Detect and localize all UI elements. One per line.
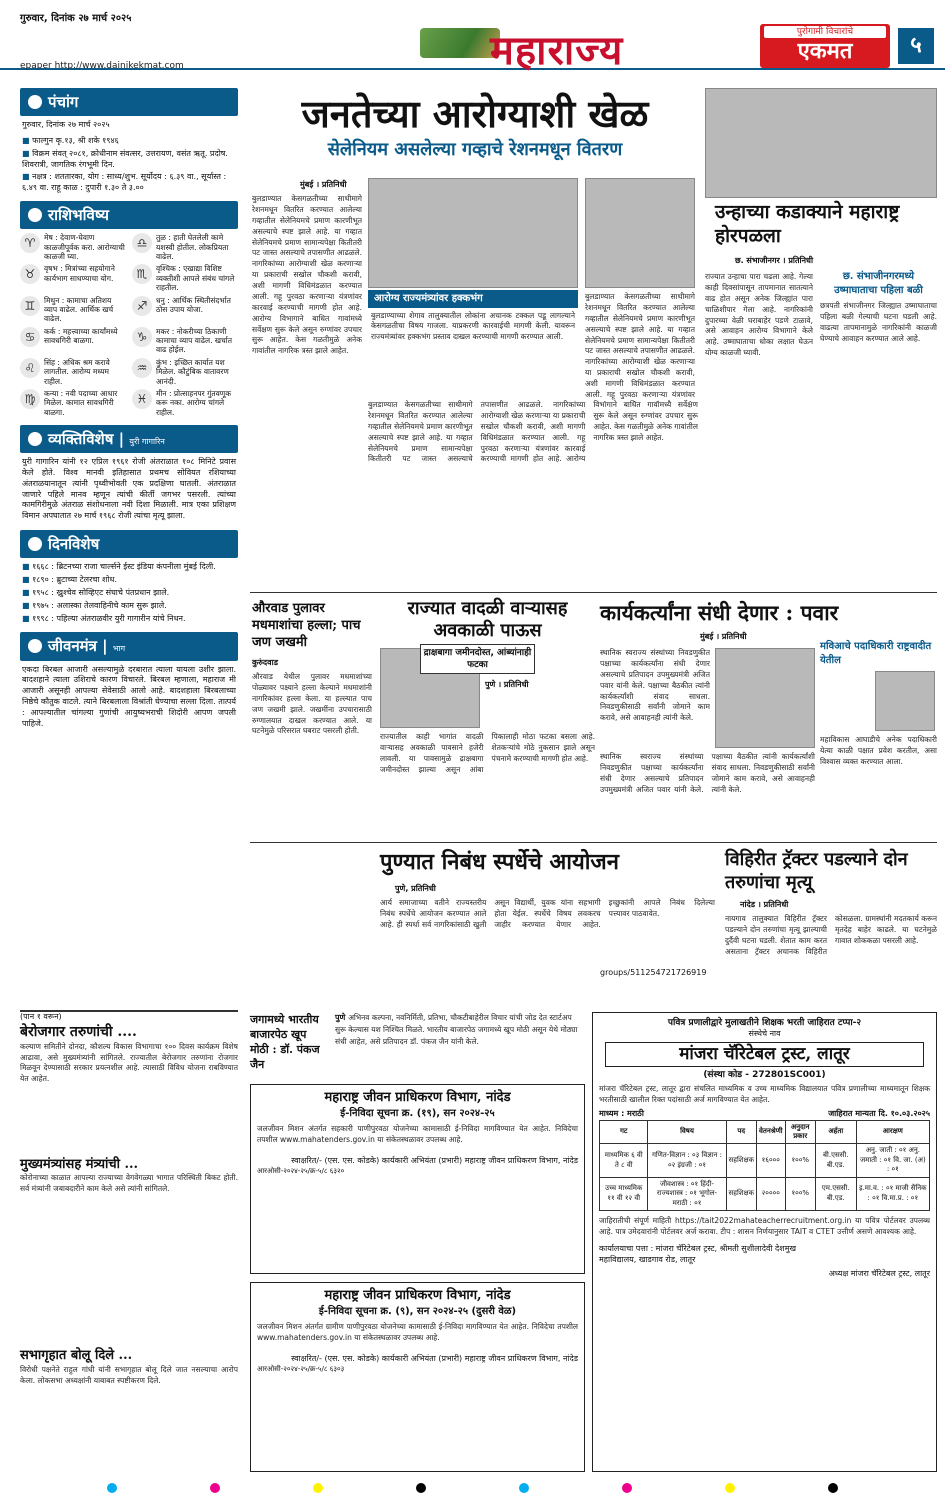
zodiac-icon: ♐ [132, 296, 152, 316]
bullet-icon [28, 95, 42, 109]
tender1-code: आरओसी-२०२४-२५/क्र-५/८ ६३२० [257, 1166, 345, 1175]
rain-caption: द्राक्षबागा जमीनदोस्त, आंब्यांनाही फटका [420, 644, 535, 674]
rashi-item [20, 233, 126, 261]
tender1-subtitle: ई-निविदा सूचना क्र. (१९), सन २०२४-२५ [340, 1107, 495, 1119]
pawar-side-text: महाविकास आघाडीचे अनेक पदाधिकारी येत्या काळी पक्षात प्रवेश करतील, असा विश्वास व्यक्त करण्यात आला. [820, 735, 937, 766]
trust-recruitment-ad [592, 1012, 937, 1472]
table-cell: १००% [785, 1144, 815, 1177]
page-number: ५ [898, 28, 934, 64]
rashi-text: मेष : देवाण-घेवाण काळजीपूर्वक करा. आरोग्याची काळजी घ्या. [44, 233, 125, 262]
essay-byline: पुणे, प्रतिनिधी [395, 884, 436, 893]
heat-headline: उन्हाच्या कडाक्याने महाराष्ट्र होरपळला [715, 201, 900, 247]
trust-medium: माध्यम : मराठी [599, 1108, 644, 1118]
tender-ad-1 [250, 1084, 585, 1274]
rashi-header: राशिभविष्य [20, 201, 238, 229]
lead-headline: जनतेच्या आरोग्याशी खेळ [301, 91, 649, 136]
panchang-line: ■ नक्षत्र : शततारका, योग : साध्य/शुभ. सूर्योदय : ६.३९ वा., सूर्यास्त : ६.४९ वा. राहू काळ : दुपारी १.३० ते ३.०० [20, 171, 238, 195]
brand-tagline: पुरोगामी विचारांचे [764, 26, 886, 38]
photo-caption-text: बुलडाण्याच्या शेगाव तालुक्यातील लोकांना अचानक टक्कल पडू लागल्याने केसगळतीचा विषय गाजला. याप्रकरणी कारवाईची मागणी केली. यावरून राज्यमंत्र्यांवर हक्कभंग प्रस्ताव दाखल करण्याची मागणी करण्यात आली. [371, 310, 575, 342]
photo-caption: आरोग्य राज्यमंत्र्यांवर हक्कभंग [368, 290, 578, 308]
table-header: विषय [648, 1120, 726, 1144]
heat-photo [705, 88, 937, 198]
sabha-headline: सभागृहात बोलू दिले ... [20, 1348, 133, 1364]
rashi-item [20, 389, 126, 417]
print-registration-strip [0, 1478, 945, 1498]
dinvishesh-item: ■ १८९० : ब्रुटाच्या टेलरचा शोध. [20, 574, 238, 587]
pawar-side [820, 640, 937, 855]
tractor-byline: नांदेड । प्रतिनिधी [740, 900, 789, 909]
head-photo [585, 178, 695, 288]
table-header: अर्हता [815, 1120, 856, 1144]
trust-org: मांजरा चॅरिटेबल ट्रस्ट, लातूर [605, 1042, 924, 1067]
zodiac-icon: ♏ [132, 264, 152, 284]
tender2-body: जलजीवन मिशन अंतर्गत ग्रामीण पाणीपुरवठा योजनेच्या कामासाठी ई-निविदा मागविण्यात येत आहेत. निविदेचा तपशील www.mahatenders.gov.in या संकेतस्थळावर उपलब्ध आहे. [257, 1322, 578, 1342]
tender2-sign: स्वाक्षरित/- (एस. एस. कोडके) कार्यकारी अभियंता (प्रभारी) महाराष्ट्र जीवन प्राधिकरण विभाग, नांदेड [291, 1353, 578, 1363]
jagmanya-story [335, 1012, 585, 1048]
rashi-item [20, 358, 126, 386]
left-sidebar [20, 88, 238, 733]
jagmanya-headline: जगामध्ये भारतीय बाजारपेठ खूप मोठी : डॉ. पंकज जैन [250, 1013, 320, 1071]
rashi-item [20, 264, 126, 292]
section-title: महाराज्य [490, 27, 624, 74]
rashi-text: वृषभ : मित्रांच्या सहयोगाने कार्यभाग साधण्याचा योग. [44, 264, 115, 283]
heat-side [820, 270, 937, 581]
continued-stories [20, 1010, 238, 1455]
zodiac-icon: ♍ [20, 389, 40, 409]
table-cell: १६००० [756, 1144, 785, 1177]
bullet-icon [28, 432, 42, 446]
divider [250, 592, 937, 593]
pawar-photo [715, 648, 815, 748]
rashi-item [132, 389, 238, 417]
lead-byline: मुंबई । प्रतिनिधी [300, 180, 347, 189]
pawar-byline: मुंबई । प्रतिनिधी [700, 632, 747, 641]
trust-org-label: संस्थेचे नाव [748, 1029, 781, 1039]
bullet-icon [28, 639, 42, 653]
trust-address: कार्यालयाचा पत्ता : मांजरा चॅरिटेबल ट्रस्ट, श्रीमती सुशीलादेवी देशमुख महाविद्यालय, खाडगाव रोड, लातूर [599, 1243, 797, 1264]
zodiac-icon: ♓ [132, 389, 152, 409]
magenta-dot-icon [622, 1483, 632, 1493]
rashi-text: वृश्चिक : एखाद्या विशिष्ट व्यक्तीशी आपले संबंध चांगले राहतील. [156, 264, 235, 293]
zodiac-icon: ♌ [20, 358, 40, 378]
trust-footer: जाहिरातीची संपूर्ण माहिती https://tait2022mahateacherrecruitment.org.in या पवित्र पोर्टलवर उपलब्ध आहे. पात्र उमेदवारांनी पोर्टलवर अर्ज करावा. टीप : शासन निर्णयानुसार TAIT व CTET उत्तीर्ण असणे आवश्यक आहे. [599, 1216, 930, 1236]
rashi-item [132, 264, 238, 292]
dinvishesh-item: ■ १९७५ : अलास्का तेलवाहिनीचे काम सुरू झाले. [20, 600, 238, 613]
dinvishesh-item: ■ १९९८ : पहिल्या अंतराळवीर युरी गागारीन यांचे निधन. [20, 613, 238, 626]
table-header: अनुदान प्रकार [785, 1120, 815, 1144]
zodiac-icon: ♊ [20, 296, 40, 316]
divider [250, 842, 937, 843]
tractor-body: नायगाव तालुक्यात विहिरीत ट्रॅक्टर पडल्याने दोन तरुणांचा मृत्यू झाल्याची दुर्दैवी घटना घडली. शेतात काम करत असताना ट्रॅक्टर अचानक विहिरीत कोसळला. ग्रामस्थांनी मदतकार्य करून मृतदेह बाहेर काढले. या घटनेमुळे गावात शोककळा पसरली आहे. [725, 914, 937, 956]
black-dot-icon [828, 1483, 838, 1493]
table-row [600, 1177, 930, 1210]
rashi-item [132, 358, 238, 386]
rashi-text: कुंभ : इच्छित कार्यात यश मिळेल. कौटुंबिक वातावरण आनंदी. [156, 357, 229, 386]
table-header: पद [726, 1120, 756, 1144]
jeevan-header: जीवनमंत्र | भाग [20, 632, 238, 660]
table-header: गट [600, 1120, 648, 1144]
jagmanya-body: अभिनव कल्पना, नवनिर्मिती, प्रतिभा, चौकटीबाहेरील विचार यांची जोड देत स्टार्टअप सुरू केल्यास यश निश्चित मिळते. भारतीय बाजारपेठ जगामध्ये खूप मोठी असून येथे मोठ्या संधी आहेत, असे प्रतिपादन डॉ. पंकज जैन यांनी केले. [335, 1013, 578, 1047]
maharashtra-map-icon [420, 28, 500, 58]
bees-byline: कुरुंदवाड [252, 658, 278, 667]
ministers-body: कोरोनाच्या काळात आपल्या राज्याच्या वेगवेगळ्या भागात परिस्थिती बिकट होती. सर्व मंत्र्यांनी जबाबदारीने काम केले असे त्यांनी सांगितले. [20, 1173, 238, 1194]
brand-name: एकमत [797, 39, 853, 65]
heat-body: राज्यात उन्हाचा पारा चढला आहे. गेल्या काही दिवसांपासून तापमानात सातत्याने वाढ होत असून अनेक जिल्ह्यांत पारा चाळिशीपार गेला आहे. नागरिकांनी दुपारच्या वेळी घराबाहेर पडणे टाळावे, असे आवाहन आरोग्य विभागाने केले आहे. उष्माघाताचा धोका लक्षात घेऊन योग्य काळजी घ्यावी. [705, 272, 813, 358]
rashi-text: कर्क : महत्त्वाच्या कार्यांमध्ये सावधगिरी बाळगा. [44, 326, 118, 346]
leader-photo [875, 671, 935, 731]
panchang-line: ■ विक्रम संवत् २०८१, क्रोधीनाम संवत्सर, उत्तरायण, वसंत ऋतू. प्रदोष. शिवरात्री, जागतिक रंगभूमी दिन. [20, 148, 238, 172]
table-cell: सहशिक्षक [726, 1144, 756, 1177]
unemployed-body: कल्याण समितीने दोनदा, कौशल्य विकास विभागाचा १०० दिवस कार्यक्रम विशेष आढावा, असे मुख्यमंत्र्यांनी सांगितले. राज्यातील बेरोजगार तरुणांना रोजगार मिळवून देण्यासाठी सरकार प्रयत्नशील आहे. त्यासाठी विविध योजना राबविण्यात येत आहेत. [20, 1041, 238, 1084]
lead-body-col3: बुलडाण्यात केसगळतीच्या साथीमागे रेशनमधून वितरित करण्यात आलेल्या गव्हातील सेलेनियमचे प्रमाण कारणीभूत असल्याचे स्पष्ट झाले आहे. या गव्हात सेलेनियमचे प्रमाण सामान्यपेक्षा कितीतरी पट जास्त असल्याचे तपासणीत आढळले. नागरिकांच्या आरोग्याशी खेळ करणाऱ्या या प्रकाराची सखोल चौकशी करावी, अशी मागणी विधिमंडळात करण्यात आली. गहू पुरवठा करणाऱ्या यंत्रणांवर [585, 292, 695, 399]
jagmanya-byline: पुणे [335, 1013, 346, 1022]
lead-story [250, 92, 700, 162]
pawar-side-title: मविआचे पदाधिकारी राष्ट्रवादीत येतील [820, 641, 932, 666]
bees-headline: औरवाड पुलावर मधमाशांचा हल्ला; पाच जण जखमी [252, 601, 361, 650]
pawar-body-1: स्थानिक स्वराज्य संस्थांच्या निवडणुकीत पक्षाच्या कार्यकर्त्यांना संधी देणार असल्याचे प्रतिपादन उपमुख्यमंत्री अजित पवार यांनी केले. पक्षाच्या बैठकीत त्यांनी कार्यकर्त्यांशी संवाद साधला. निवडणुकीसाठी सर्वांनी जोमाने काम करावे, असे आवाहनही त्यांनी केले. [600, 648, 710, 723]
rain-headline: राज्यात वादळी वाऱ्यासह अवकाळी पाऊस [407, 598, 568, 641]
tender1-body: जलजीवन मिशन अंतर्गत सहकारी पाणीपुरवठा योजनेच्या कामासाठी ई-निविदा मागविण्यात येत आहेत. निविदेचा तपशील www.mahatenders.gov.in या संकेतस्थळावर उपलब्ध आहे. [257, 1124, 578, 1144]
panchang-header: पंचांग [20, 88, 238, 116]
tender2-subtitle: ई-निविदा सूचना क्र. (९), सन २०२४-२५ (दुसरी वेळ) [318, 1305, 517, 1317]
table-cell: गणित-विज्ञान : ०३ विज्ञान : ०२ इंग्रजी : ०१ [648, 1144, 726, 1177]
cyan-dot-icon [519, 1483, 529, 1493]
lead-subhead: सेलेनियम असलेल्या गव्हाचे रेशनमधून वितरण [327, 139, 623, 160]
heat-side-title: छ. संभाजीनगरमध्ये उष्माघाताचा पहिला बळी [834, 271, 923, 296]
rashi-text: मिथुन : कामाचा अतिशय व्याप वाढेल. आर्थिक खर्च वाढेल. [44, 295, 114, 324]
table-cell: माध्यमिक ६ वी ते ८ वी [600, 1144, 648, 1177]
table-row [600, 1144, 930, 1177]
tender2-title: महाराष्ट्र जीवन प्राधिकरण विभाग, नांदेड [324, 1288, 511, 1303]
table-cell: बी.एससी. बी.एड. [815, 1144, 856, 1177]
rashi-text: मीन : प्रोत्साहनपर गुंतवणूक करू नका. आरोग्य चांगले राहील. [156, 388, 231, 417]
rashi-item [132, 233, 238, 261]
zodiac-icon: ♑ [132, 327, 152, 347]
rashi-text: तुळ : हाती घेतलेली कामे यशस्वी होतील. लोकप्रियता वाढेल. [156, 233, 229, 262]
yellow-dot-icon [313, 1483, 323, 1493]
table-cell: अनु. जाती : ०१ अनु. जमाती : ०१ वि. जा. (अ) : ०१ [856, 1144, 929, 1177]
table-header: आरक्षण [856, 1120, 929, 1144]
table-cell: जीवशास्त्र : ०१ हिंदी-राज्यशास्त्र : ०१ भूगोल-मराठी : ०१ [648, 1177, 726, 1210]
heat-side-text: छत्रपती संभाजीनगर जिल्ह्यात उष्माघाताचा पहिला बळी गेल्याची घटना घडली आहे. वाढत्या तापमानामुळे नागरिकांनी काळजी घेण्याचे आवाहन करण्यात आले आहे. [820, 301, 937, 343]
lead-body-col1: बुलडाण्यात केसगळतीच्या साथीमागे रेशनमधून वितरित करण्यात आलेल्या गव्हातील सेलेनियमचे प्रमाण कारणीभूत असल्याचे स्पष्ट झाले आहे. या गव्हात सेलेनियमचे प्रमाण सामान्यपेक्षा कितीतरी पट जास्त असल्याचे तपासणीत आढळले. नागरिकांच्या आरोग्याशी खेळ करणाऱ्या या प्रकाराची सखोल चौकशी करावी, अशी मागणी विधिमंडळात करण्यात आली. गहू पुरवठा करणाऱ्या यंत्रणांवर कारवाई करण्याची मागणी होत आहे. आरोग्य विभागाने बाधित गावांमध्ये सर्वेक्षण सुरू केले असून रुग्णांवर उपचार सुरू आहेत. केस गळतीमुळे अनेक गावांतील नागरिक त्रस्त झाले आहेत. [252, 194, 362, 356]
vyakti-text: युरी गागारिन यांनी १२ एप्रिल १९६१ रोजी अंतराळात १०८ मिनिटे प्रवास केले होते. विश्व मानवी इतिहासात प्रथमच सोवियत रशियाच्या अंतराळयानातून त्यांनी पृथ्वीभोवती एक प्रदक्षिणा घातली. अंतराळात जाणारे पहिले मानव म्हणून त्यांची कीर्ती जगभर पसरली. त्यांच्या कामगिरीमुळे अंतराळ संशोधनाला नवी दिशा मिळाली. मात्र एका प्रशिक्षण विमान अपघातात २७ मार्च १९६८ रोजी त्यांचा मृत्यू झाला. [22, 457, 236, 521]
tender1-sign: स्वाक्षरित/- (एस. एस. कोडके) कार्यकारी अभियंता (प्रभारी) महाराष्ट्र जीवन प्राधिकरण विभाग, नांदेड [291, 1155, 578, 1165]
rashi-text: धनु : आर्थिक स्थितीसंदर्भात ठोस उपाय योजा. [156, 295, 231, 314]
lead-body-rest: बुलडाण्यात केसगळतीच्या साथीमागे रेशनमधून वितरित करण्यात आलेल्या गव्हातील सेलेनियमचे प्रमाण कारणीभूत असल्याचे स्पष्ट झाले आहे. या गव्हात सेलेनियमचे प्रमाण सामान्यपेक्षा कितीतरी पट जास्त असल्याचे तपासणीत आढळले. नागरिकांच्या आरोग्याशी खेळ करणाऱ्या या प्रकाराची सखोल चौकशी करावी, अशी मागणी विधिमंडळात करण्यात आली. गहू पुरवठा करणाऱ्या यंत्रणांवर कारवाई करण्याची मागणी होत आहे. आरोग्य विभागाने बाधित गावांमध्ये सर्वेक्षण सुरू केले असून रुग्णांवर उपचार सुरू आहेत. केस गळतीमुळे अनेक गावांतील नागरिक त्रस्त झाले आहेत. [368, 400, 698, 464]
trust-body: मांजरा चॅरिटेबल ट्रस्ट, लातूर द्वारा संचलित माध्यमिक व उच्च माध्यमिक विद्यालयात पवित्र प्रणालीच्या माध्यमातून शिक्षक भरतीसाठी खालील रिक्त पदांसाठी अर्ज मागविण्यात येत आहेत. [599, 1084, 930, 1104]
zodiac-icon: ♒ [132, 358, 152, 378]
rashi-item [20, 296, 126, 324]
panchang-date: गुरुवार, दिनांक २७ मार्च २०२५ [22, 120, 110, 130]
minister-photo [368, 178, 578, 288]
sabha-body: विरोधी पक्षनेते राहुल गांधी यांनी सभागृहात बोलू दिले जात नसल्याचा आरोप केला. लोकसभा अध्यक्षांनी याबाबत स्पष्टीकरण दिले. [20, 1364, 238, 1385]
dinvishesh-item: ■ १६६८ : ब्रिटनच्या राजा चार्ल्सने ईस्ट इंडिया कंपनीला मुंबई दिली. [20, 561, 238, 574]
tender1-title: महाराष्ट्र जीवन प्राधिकरण विभाग, नांदेड [324, 1090, 511, 1105]
zodiac-icon: ♈ [20, 233, 40, 253]
table-cell: सहशिक्षक [726, 1177, 756, 1210]
unemployed-headline: बेरोजगार तरुणांची .... [20, 1023, 137, 1040]
masthead [0, 0, 945, 74]
tender2-code: आरओसी-२०२४-२५/क्र-५/८ ६३०३ [257, 1364, 345, 1373]
tender-ad-2 [250, 1282, 585, 1472]
black-dot-icon [416, 1483, 426, 1493]
table-cell: उच्च माध्यमिक ११ वी १२ वी [600, 1177, 648, 1210]
panchang-line: ■ फाल्गुन कृ.१३, श्री शके १९४६ [20, 135, 238, 148]
yellow-dot-icon [725, 1483, 735, 1493]
trust-top: पवित्र प्रणालीद्वारे मुलाखतीने शिक्षक भरती जाहिरात टप्पा-२ [667, 1018, 862, 1028]
trust-table [599, 1120, 930, 1212]
rashi-text: सिंह : अधिक श्रम करावे लागतील. आरोग्य मध्यम राहील. [44, 357, 110, 386]
bees-body: औरवाड येथील पुलावर मधमाशांच्या पोळ्यावर पक्ष्याने हल्ला केल्याने मधमाशांनी नागरिकांवर हल्ला केला. या हल्ल्यात पाच जण जखमी झाले. जखमींना उपचारासाठी रुग्णालयात दाखल करण्यात आले. या घटनेमुळे परिसरात घबराट पसरली होती. [252, 672, 372, 736]
rashi-item [20, 327, 126, 355]
magenta-dot-icon [210, 1483, 220, 1493]
table-cell: इ.मा.व. : ०१ माजी सैनिक : ०१ वि.मा.प्र. : ०१ [856, 1177, 929, 1210]
trust-sign: अध्यक्ष मांजरा चॅरिटेबल ट्रस्ट, लातूर [828, 1269, 930, 1279]
tractor-headline: विहिरीत ट्रॅक्टर पडल्याने दोन तरुणांचा मृत्यू [725, 849, 908, 893]
heat-byline: छ. संभाजीनगर । प्रतिनिधी [735, 256, 814, 265]
trust-date: जाहिरात मान्यता दि. १०.०३.२०२५ [828, 1108, 930, 1118]
table-cell: २०००० [756, 1177, 785, 1210]
bullet-icon [28, 208, 42, 222]
continued-label: (पान १ वरून) [20, 1012, 62, 1021]
rashi-text: कन्या : नवी पदाच्या आधार मिळेल. कामात सावधगिरी बाळगा. [44, 388, 118, 417]
rain-byline: पुणे । प्रतिनिधी [485, 680, 529, 689]
rashi-grid [20, 229, 238, 421]
essay-link[interactable]: groups/511254721726919 [600, 968, 707, 977]
pawar-body-2: स्थानिक स्वराज्य संस्थांच्या निवडणुकीत पक्षाच्या कार्यकर्त्यांना संधी देणार असल्याचे प्रतिपादन उपमुख्यमंत्री अजित पवार यांनी केले. पक्षाच्या बैठकीत त्यांनी कार्यकर्त्यांशी संवाद साधला. निवडणुकीसाठी सर्वांनी जोमाने काम करावे, असे आवाहनही त्यांनी केले. [600, 752, 815, 794]
photo-caption-box [368, 290, 578, 346]
vyakti-header: व्यक्तिविशेष | युरी गागारिन [20, 425, 238, 453]
cyan-dot-icon [107, 1483, 117, 1493]
zodiac-icon: ♎ [132, 233, 152, 253]
bullet-icon [28, 537, 42, 551]
dinvishesh-header: दिनविशेष [20, 530, 238, 558]
table-cell: १००% [785, 1177, 815, 1210]
table-header: वेतनश्रेणी [756, 1120, 785, 1144]
essay-body: आर्य समाजाच्या वतीने राज्यस्तरीय निबंध स्पर्धेचे आयोजन करण्यात आले आहे. ही स्पर्धा सर्व नागरिकांसाठी खुली असून विद्यार्थी, युवक यांना सहभागी होता येईल. स्पर्धेचे विषय लवकरच जाहीर करण्यात येणार आहेत. इच्छुकांनी आपले निबंध दिलेल्या पत्त्यावर पाठवावेत. [380, 898, 715, 929]
date-line: गुरुवार, दिनांक २७ मार्च २०२५ [20, 13, 132, 24]
rashi-item [132, 296, 238, 324]
dinvishesh-item: ■ १९५८ : ख्रुश्चेव सोव्हिएट संघाचे पंतप्रधान झाले. [20, 587, 238, 600]
trust-code: (संस्था कोड - 272801SC001) [703, 1069, 826, 1080]
rashi-item [132, 327, 238, 355]
brand-logo [760, 24, 890, 68]
epaper-link[interactable]: epaper http://www.dainikekmat.com [20, 61, 184, 71]
rain-body: राज्यातील काही भागांत वादळी वाऱ्यासह अवकाळी पावसाने हजेरी लावली. या पावसामुळे द्राक्षबागा जमीनदोस्त झाल्या असून आंबा पिकालाही मोठा फटका बसला आहे. शेतकऱ्यांचे मोठे नुकसान झाले असून पंचनामे करण्याची मागणी होत आहे. [380, 732, 595, 774]
jeevan-text: एकदा बिरबल आजारी असल्यामुळे दरबारात त्याला यायला उशीर झाला. बादशहाने त्याला उशिराचे कारण विचारले. बिरबल म्हणाला, महाराज मी आजारी असूनही आपल्या सेवेसाठी आलो आहे. बादशहाला बिरबलाच्या निष्ठेचे कौतुक वाटले. त्याने बिरबलाला विश्रांती घेण्याचा सल्ला दिला. तात्पर्य : आपल्यातील चांगल्या गुणांची आयुष्यभराची शिदोरी आपण जपली पाहिजे. [22, 664, 236, 728]
ministers-headline: मुख्यमंत्र्यांसह मंत्र्यांची ... [20, 1156, 139, 1172]
zodiac-icon: ♉ [20, 264, 40, 284]
pawar-headline: कार्यकर्त्यांना संधी देणार : पवार [600, 600, 839, 625]
essay-headline: पुण्यात निबंध स्पर्धेचे आयोजन [380, 849, 619, 875]
rashi-text: मकर : नोकरीच्या ठिकाणी कामाचा व्याप वाढेल. खर्चात वाढ होईल. [156, 326, 233, 355]
table-cell: एम.एससी. बी.एड. [815, 1177, 856, 1210]
zodiac-icon: ♋ [20, 327, 40, 347]
